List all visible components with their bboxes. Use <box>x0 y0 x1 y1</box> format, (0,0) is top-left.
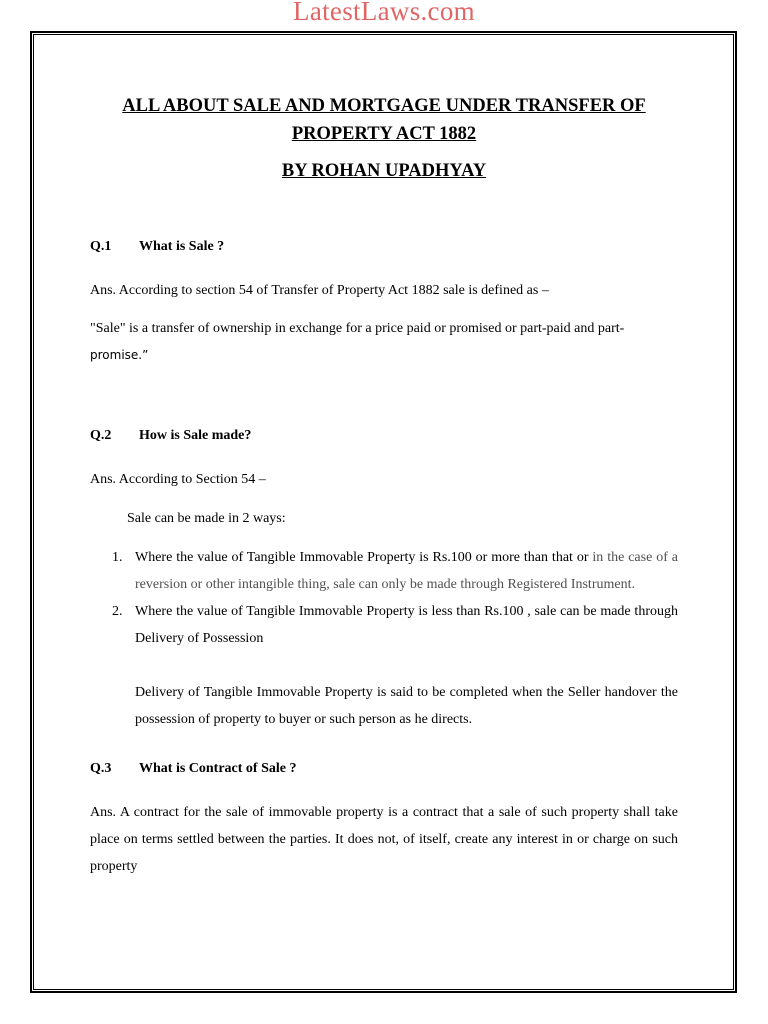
answer-2: Ans. According to Section 54 – <box>90 472 266 487</box>
answer-2-intro: Sale can be made in 2 ways: <box>127 511 286 526</box>
list-item-text-continued: in the case of a reversion or other intangible thing, sale can only be made through Registered Instrument. <box>135 550 678 592</box>
question-1-text: What is Sale ? <box>139 239 225 254</box>
document-author: BY ROHAN UPADHYAY <box>281 161 487 181</box>
answer-3: Ans. A contract for the sale of immovable property is a contract that a sale of such property shall take place on terms settled between the parties. It does not, of itself, create any interest in or charge on such property <box>90 805 678 874</box>
list-item-number: 2. <box>112 604 123 619</box>
sale-definition <box>90 315 678 369</box>
list-item-text: Where the value of Tangible Immovable Property is less than Rs.100 , sale can be made through Delivery of Possession <box>135 604 678 646</box>
question-3-number: Q.3 <box>90 761 112 776</box>
question-2-number: Q.2 <box>90 428 112 443</box>
list-item-text: Where the value of Tangible Immovable Property is Rs.100 or more than that or <box>135 550 593 565</box>
question-3-text: What is Contract of Sale ? <box>139 761 297 776</box>
question-1-number: Q.1 <box>90 239 112 254</box>
answer-1: Ans. According to section 54 of Transfer of Property Act 1882 sale is defined as – <box>90 283 549 298</box>
sale-definition-main: "Sale" is a transfer of ownership in exchange for a price paid or promised or part-paid and part- <box>90 321 625 336</box>
question-2-text: How is Sale made? <box>139 428 252 443</box>
document-body <box>90 92 678 880</box>
sale-definition-tail: promise.” <box>90 348 149 362</box>
document-title: ALL ABOUT SALE AND MORTGAGE UNDER TRANSFER OF PROPERTY ACT 1882 <box>122 96 646 144</box>
sale-methods-list <box>90 544 678 652</box>
question-2 <box>90 426 678 446</box>
list-item <box>90 544 678 598</box>
list-item-number: 1. <box>112 550 123 565</box>
list-item <box>90 598 678 652</box>
watermark: LatestLaws.com <box>293 0 475 26</box>
question-1 <box>90 237 678 257</box>
delivery-paragraph: Delivery of Tangible Immovable Property is said to be completed when the Seller handover the possession of property to buyer or such person as he directs. <box>135 685 678 727</box>
question-3 <box>90 759 678 779</box>
